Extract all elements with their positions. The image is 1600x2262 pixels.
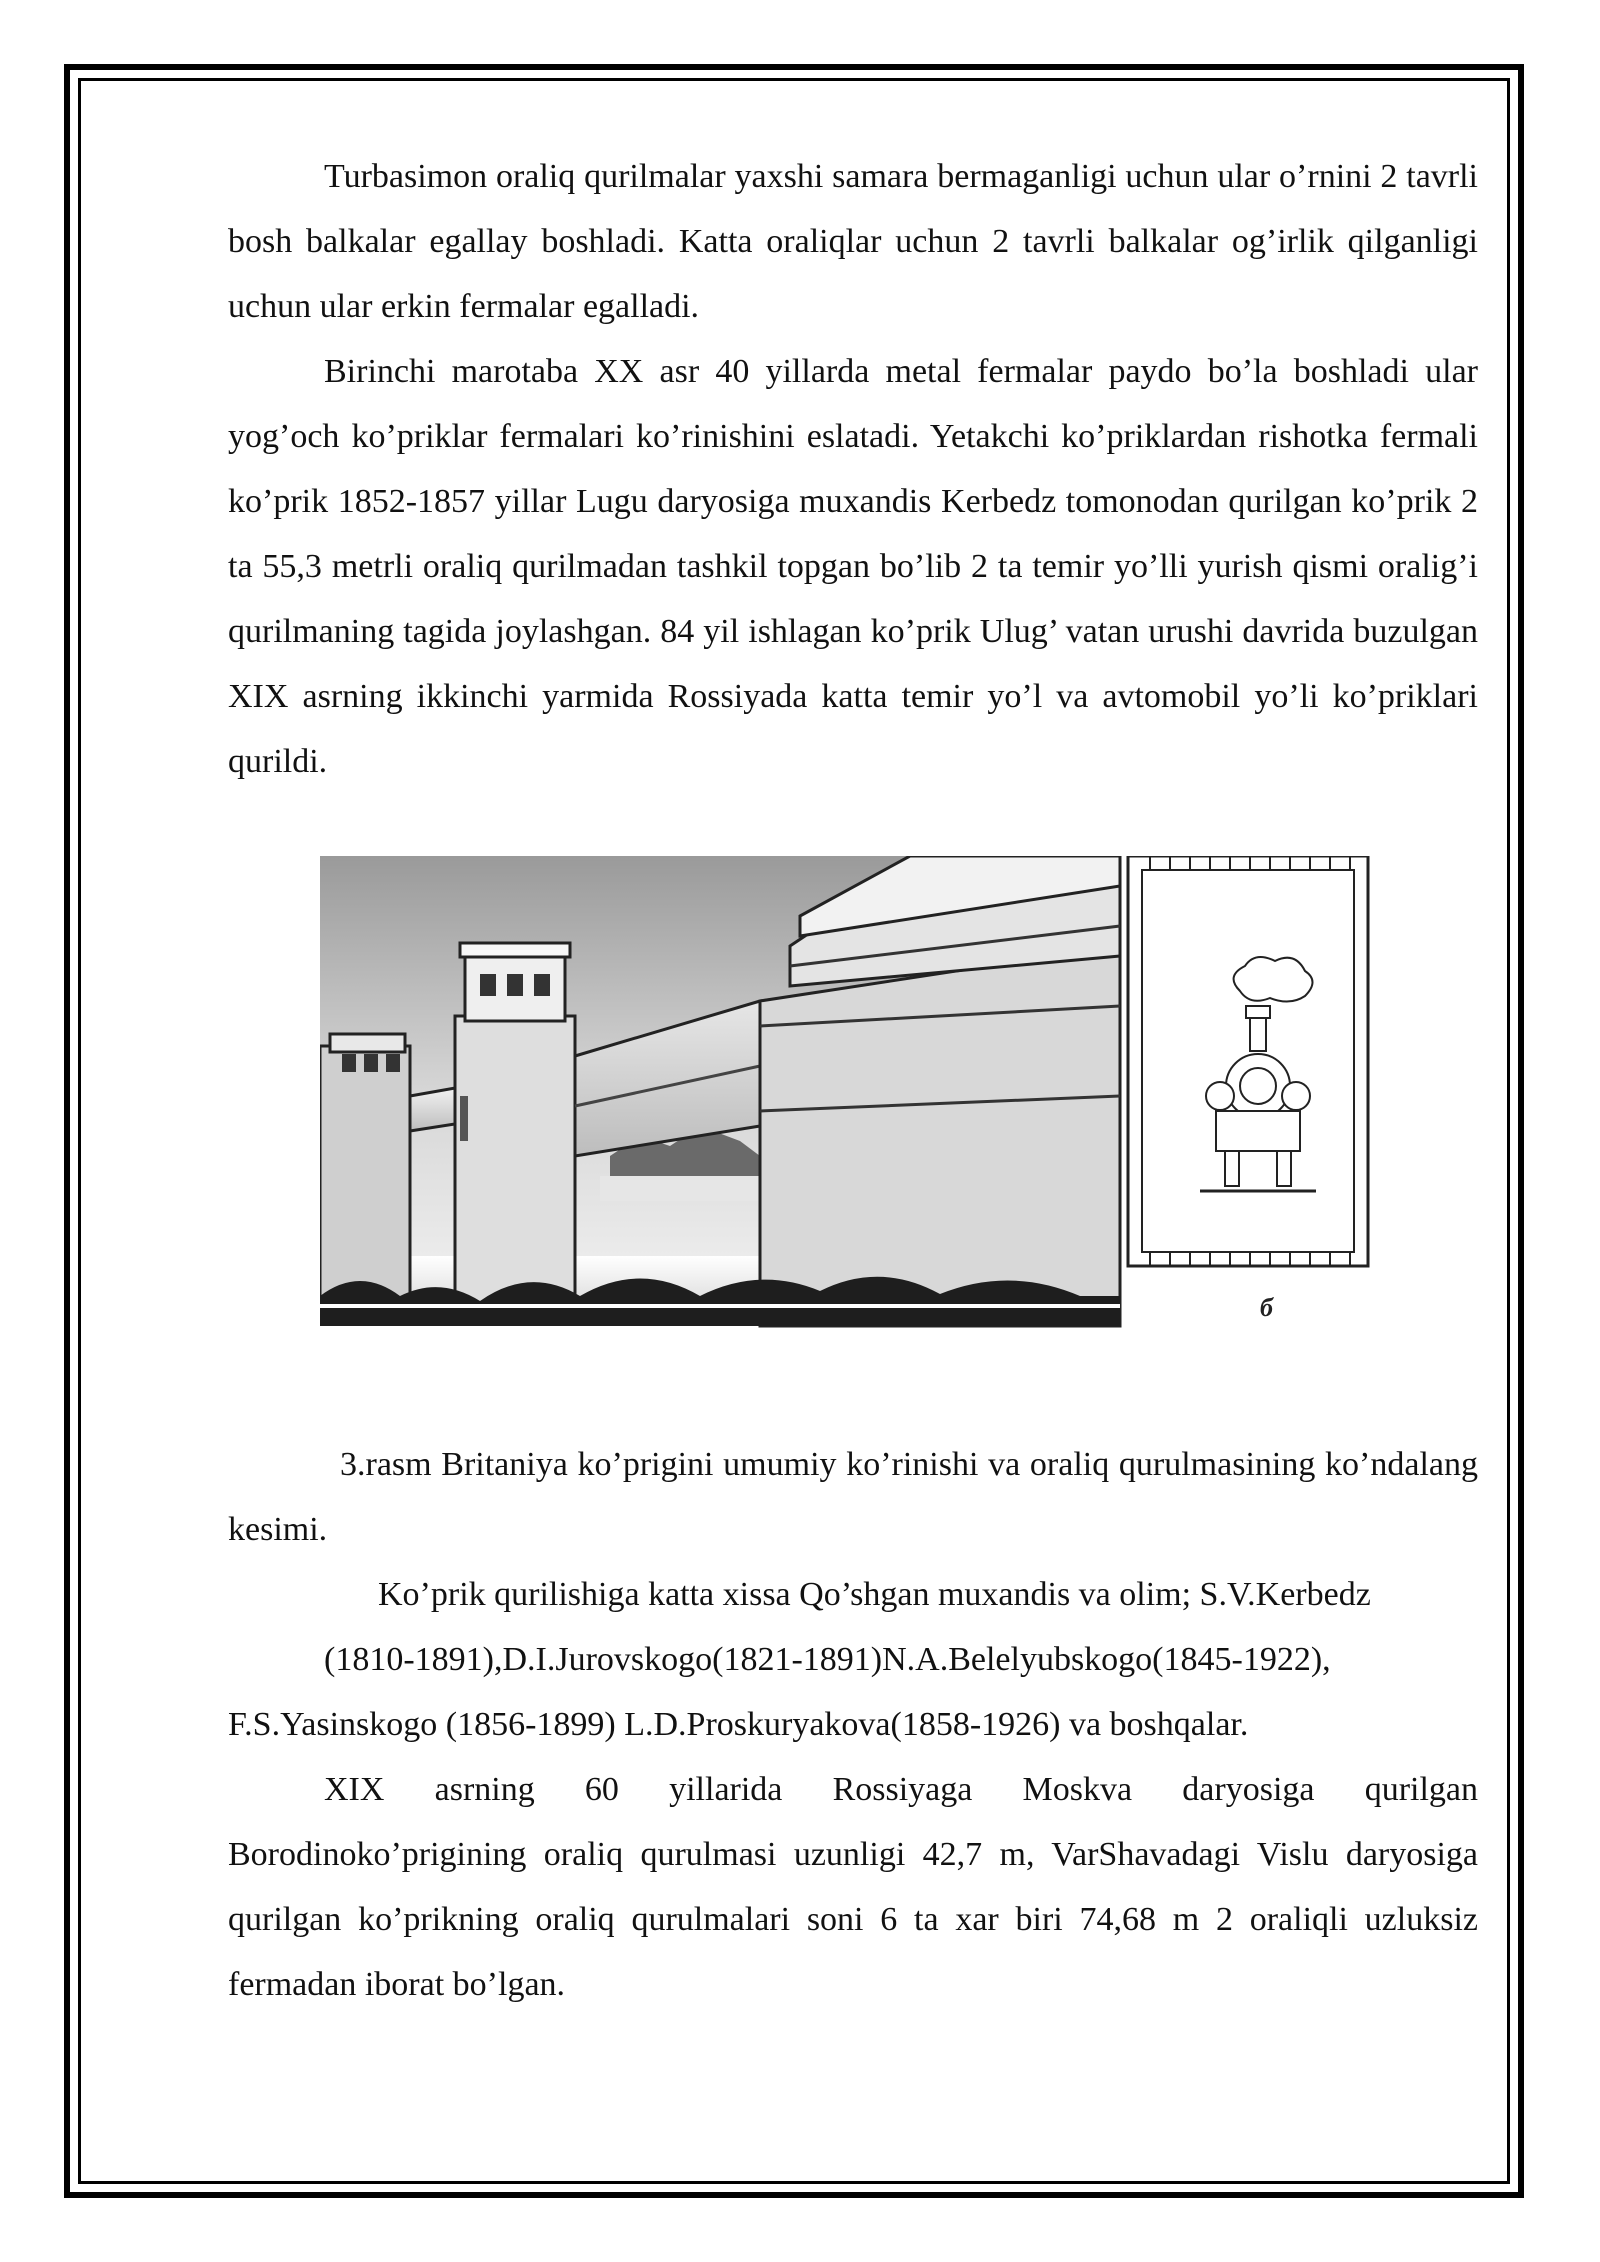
- figure-label: б: [1260, 1293, 1273, 1322]
- contributors-line-1: Ko’prik qurilishiga katta xissa Qo’shgan muxandis va olim; S.V.Kerbedz: [378, 1576, 1371, 1613]
- paragraph-2: Birinchi marotaba XX asr 40 yillarda metal fermalar paydo bo’la boshladi ular yog’och ko’priklar fermalari ko’rinishini eslatadi. Yetakchi ko’priklardan rishotka fermali ko’prik 1852-1857 yillar Lugu daryosiga muxandis Kerbedz tomonodan qurilgan ko’prik 2 ta 55,3 metrli oraliq qurilmadan tashkil topgan bo’lib 2 ta temir yo’lli yurish qismi oralig’i qurilmaning tagida joylashgan. 84 yil ishlagan ko’prik Ulug’ vatan urushi davrida buzulgan XIX asrning ikkinchi yarmida Rossiyada katta temir yo’l va avtomobil yo’li ko’priklari qurildi.: [228, 353, 1478, 780]
- bridge-perspective: [320, 856, 1120, 1326]
- contributors-line-3: F.S.Yasinskogo (1856-1899) L.D.Proskuryakova(1858-1926) va boshqalar.: [228, 1706, 1249, 1743]
- figure-caption: 3.rasm Britaniya ko’prigini umumiy ko’rinishi va oraliq qurulmasining ko’ndalang kesimi.: [228, 1446, 1478, 1548]
- caption-section: [228, 1432, 1478, 2017]
- body-text: [228, 144, 1478, 794]
- britannia-bridge-illustration: [320, 856, 1380, 1346]
- contributors-line-2: (1810-1891),D.I.Jurovskogo(1821-1891)N.A.Belelyubskogo(1845-1922),: [324, 1641, 1331, 1678]
- tube-cross-section: [1128, 856, 1368, 1266]
- closing-paragraph: XIX asrning 60 yillarida Rossiyaga Moskva daryosiga qurilgan Borodinoko’prigining oraliq qurulmasi uzunligi 42,7 m, VarShavadagi Vislu daryosiga qurilgan ko’prikning oraliq qurulmalari soni 6 ta xar biri 74,68 m 2 oraliqli uzluksiz fermadan iborat bo’lgan.: [228, 1771, 1478, 2003]
- paragraph-1: Turbasimon oraliq qurilmalar yaxshi samara bermaganligi uchun ular o’rnini 2 tavrli bosh balkalar egallay boshladi. Katta oraliqlar uchun 2 tavrli balkalar og’irlik qilganligi uchun ular erkin fermalar egalladi.: [228, 158, 1478, 325]
- bridge-figure: [320, 856, 1380, 1346]
